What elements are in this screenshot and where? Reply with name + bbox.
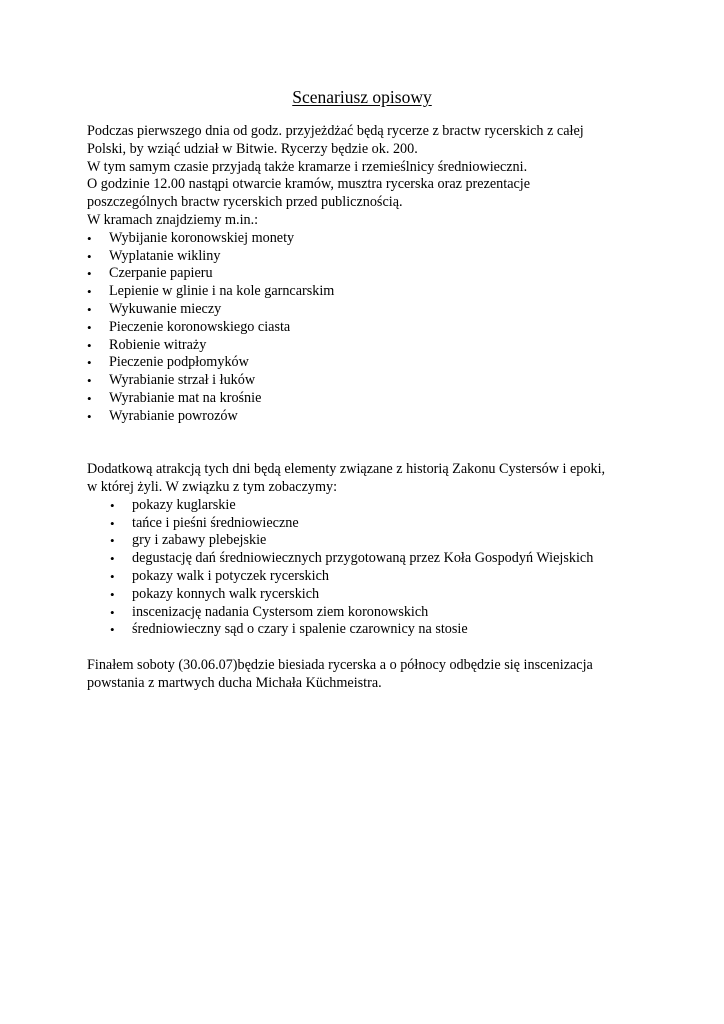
list-item: [87, 586, 647, 604]
intro-line: W tym samym czasie przyjadą także kramarze i rzemieślnicy średniowieczni.: [87, 158, 528, 175]
finale-line: powstania z martwych ducha Michała Küchmeistra.: [87, 674, 382, 691]
bullet-icon: •: [110, 533, 115, 549]
list-item: [87, 497, 647, 515]
list-item-text: pokazy walk i potyczek rycerskich: [132, 567, 329, 584]
list-item: [87, 372, 647, 390]
paragraph-spacer: [87, 639, 647, 657]
attractions-line: Dodatkową atrakcją tych dni będą elementy związane z historią Zakonu Cystersów i epoki,: [87, 461, 606, 478]
finale-line: Finałem soboty (30.06.07)będzie biesiada rycerska a o północy odbędzie się inscenizacja: [87, 656, 593, 673]
bullet-icon: •: [110, 497, 115, 513]
intro-line: Podczas pierwszego dnia od godz. przyjeżdżać będą rycerze z bractw rycerskich z całej: [87, 123, 584, 139]
list-item: [87, 301, 647, 319]
stalls-list: [87, 230, 647, 426]
finale-paragraph: [87, 657, 647, 693]
document-title: Scenariusz opisowy: [292, 87, 432, 107]
list-item-text: Lepienie w glinie i na kole garncarskim: [109, 283, 335, 300]
list-item: [87, 248, 647, 266]
bullet-icon: •: [87, 408, 92, 424]
list-item: [87, 319, 647, 337]
bullet-icon: •: [87, 266, 92, 282]
list-item-text: Wyrabianie powrozów: [109, 407, 238, 424]
list-item: [87, 532, 647, 550]
list-item-text: Wyrabianie strzał i łuków: [109, 372, 256, 389]
bullet-icon: •: [110, 568, 115, 584]
list-item-text: Robienie witraży: [109, 336, 207, 353]
bullet-icon: •: [87, 319, 92, 335]
list-item-text: Wybijanie koronowskiej monety: [109, 229, 295, 246]
list-item-text: degustację dań średniowiecznych przygotowaną przez Koła Gospodyń Wiejskich: [132, 550, 594, 567]
bullet-icon: •: [110, 622, 115, 638]
list-item: [87, 390, 647, 408]
list-item-text: tańce i pieśni średniowieczne: [132, 514, 299, 531]
attractions-paragraph: [87, 461, 647, 497]
bullet-icon: •: [87, 337, 92, 353]
list-item-text: Pieczenie podpłomyków: [109, 354, 249, 371]
list-item: [87, 621, 647, 639]
list-item-text: Wyrabianie mat na krośnie: [109, 389, 262, 406]
list-item: [87, 408, 647, 426]
list-item: [87, 568, 647, 586]
bullet-icon: •: [110, 515, 115, 531]
list-item-text: Wykuwanie mieczy: [109, 300, 222, 317]
list-item-text: Wyplatanie wikliny: [109, 247, 221, 264]
bullet-icon: •: [110, 604, 115, 620]
list-item: [87, 283, 647, 301]
list-item: [87, 354, 647, 372]
list-item: [87, 337, 647, 355]
intro-line: W kramach znajdziemy m.in.:: [87, 211, 259, 228]
list-item-text: Czerpanie papieru: [109, 265, 213, 282]
bullet-icon: •: [110, 551, 115, 567]
list-item-text: pokazy konnych walk rycerskich: [132, 585, 320, 602]
bullet-icon: •: [87, 284, 92, 300]
list-item-text: średniowieczny sąd o czary i spalenie czarownicy na stosie: [132, 621, 468, 638]
list-item-text: gry i zabawy plebejskie: [132, 532, 267, 549]
intro-paragraph: [87, 123, 647, 230]
document-body: [87, 123, 647, 693]
list-item: [87, 515, 647, 533]
bullet-icon: •: [87, 355, 92, 371]
list-item-text: Pieczenie koronowskiego ciasta: [109, 318, 291, 335]
bullet-icon: •: [87, 248, 92, 264]
bullet-icon: •: [87, 373, 92, 389]
list-item-text: inscenizację nadania Cystersom ziem koronowskich: [132, 603, 429, 620]
list-item: [87, 230, 647, 248]
attractions-line: w której żyli. W związku z tym zobaczymy:: [87, 478, 338, 495]
intro-line: O godzinie 12.00 nastąpi otwarcie kramów, musztra rycerska oraz prezentacje: [87, 176, 531, 193]
bullet-icon: •: [87, 230, 92, 246]
paragraph-spacer: [87, 426, 647, 462]
intro-line: Polski, by wziąć udział w Bitwie. Rycerzy będzie ok. 200.: [87, 140, 418, 157]
intro-line: poszczególnych bractw rycerskich przed publicznością.: [87, 194, 403, 211]
bullet-icon: •: [110, 586, 115, 602]
list-item: [87, 265, 647, 283]
attractions-list: [87, 497, 647, 639]
bullet-icon: •: [87, 390, 92, 406]
list-item: [87, 550, 647, 568]
bullet-icon: •: [87, 301, 92, 317]
list-item-text: pokazy kuglarskie: [132, 496, 236, 513]
list-item: [87, 604, 647, 622]
